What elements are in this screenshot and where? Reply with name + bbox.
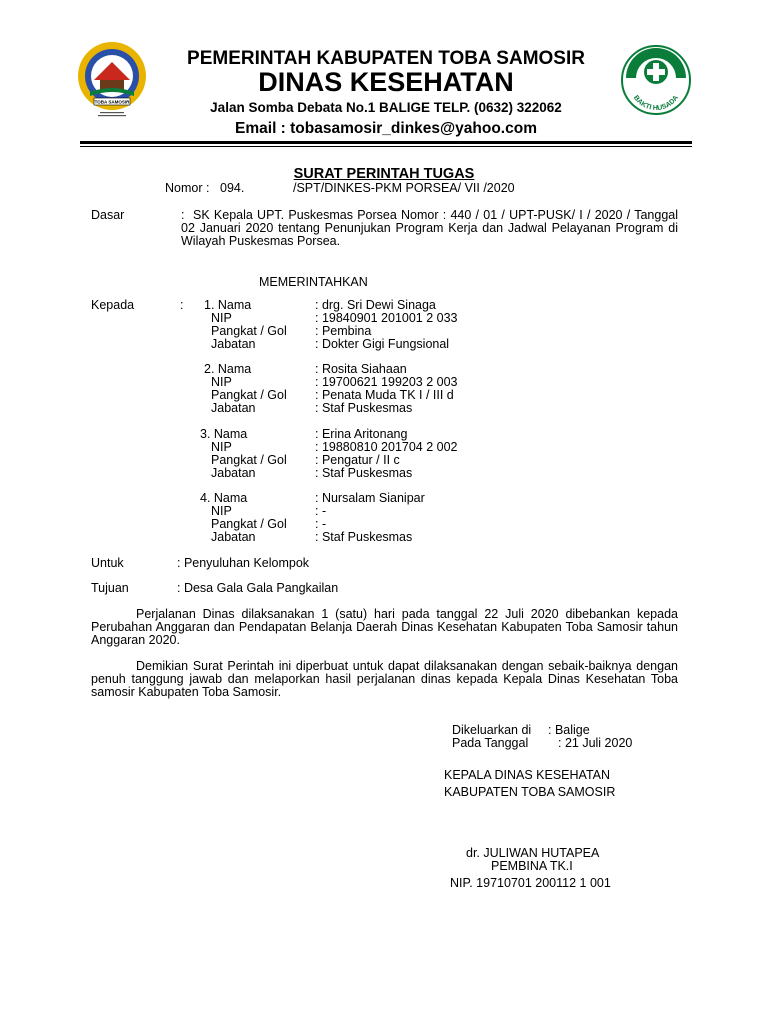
person-2-nip: : 19700621 199203 2 003 — [315, 375, 458, 389]
dasar-label: Dasar — [91, 208, 125, 222]
person-2-jabatan: : Staf Puskesmas — [315, 401, 413, 415]
nomor-suffix: /SPT/DINKES-PKM PORSEA/ VII /2020 — [293, 181, 515, 195]
person-4-jabatan: : Staf Puskesmas — [315, 530, 413, 544]
person-1-jabatan-label: Jabatan — [211, 337, 256, 351]
person-4-pangkat: : - — [315, 517, 327, 531]
tujuan-value: : Desa Gala Gala Pangkailan — [177, 581, 339, 595]
person-1-jabatan: : Dokter Gigi Fungsional — [315, 337, 450, 351]
issued-place: : Balige — [548, 723, 590, 737]
logo-arc-text: BAKTI HUSADA — [631, 94, 681, 113]
person-4-nip-label: NIP — [211, 504, 232, 518]
issued-date: : 21 Juli 2020 — [558, 736, 633, 750]
person-4-jabatan-label: Jabatan — [211, 530, 256, 544]
toba-samosir-logo — [76, 40, 148, 122]
bakti-husada-logo — [620, 44, 692, 116]
signatory-title-2: KABUPATEN TOBA SAMOSIR — [444, 785, 616, 799]
issued-place-label: Dikeluarkan di — [452, 723, 532, 737]
person-3-name: : Erina Aritonang — [315, 427, 408, 441]
header-agency: DINAS KESEHATAN — [258, 67, 514, 97]
person-1-pangkat: : Pembina — [315, 324, 372, 338]
signatory-rank: PEMBINA TK.I — [491, 859, 573, 873]
person-2-nip-label: NIP — [211, 375, 232, 389]
signatory-title-1: KEPALA DINAS KESEHATAN — [444, 768, 611, 782]
person-1-nip-label: NIP — [211, 311, 232, 325]
dasar-text: SK Kepala UPT. Puskesmas Porsea Nomor : 440 / 01 / UPT-PUSK/ I / 2020 / Tanggal 02 Januari 2020 tentang Penunjukan Program Kerja dan Jadwal Pelayanan Program di Wilayah Puskesmas Porsea. — [181, 208, 678, 248]
person-2-pangkat-label: Pangkat / Gol — [211, 388, 287, 402]
header-email: Email : tobasamosir_dinkes@yahoo.com — [235, 120, 537, 137]
issued-date-label: Pada Tanggal — [452, 736, 529, 750]
person-2-name: : Rosita Siahaan — [315, 362, 407, 376]
person-2-number: 2. Nama — [204, 362, 252, 376]
person-4-number: 4. Nama — [200, 491, 248, 505]
person-1-nip: : 19840901 201001 2 033 — [315, 311, 458, 325]
person-3-pangkat: : Pengatur / II c — [315, 453, 400, 467]
document-title: SURAT PERINTAH TUGAS — [293, 166, 475, 182]
header-rule-thin — [80, 146, 692, 147]
header-address: Jalan Somba Debata No.1 BALIGE TELP. (0632) 322062 — [210, 100, 562, 115]
header-rule-thick — [80, 141, 692, 144]
person-1-name: : drg. Sri Dewi Sinaga — [315, 298, 436, 312]
untuk-value: : Penyuluhan Kelompok — [177, 556, 310, 570]
kepada-label: Kepada — [91, 298, 135, 312]
person-4-name: : Nursalam Sianipar — [315, 491, 425, 505]
person-3-number: 3. Nama — [200, 427, 248, 441]
signatory-nip: NIP. 19710701 200112 1 001 — [450, 876, 611, 890]
memerintahkan-heading: MEMERINTAHKAN — [259, 275, 368, 289]
dasar-colon: : — [181, 208, 185, 222]
header-government: PEMERINTAH KABUPATEN TOBA SAMOSIR — [187, 48, 585, 69]
signatory-name: dr. JULIWAN HUTAPEA — [466, 846, 600, 860]
person-3-nip: : 19880810 201704 2 002 — [315, 440, 458, 454]
nomor-label: Nomor : — [165, 181, 210, 195]
paragraph-closing: Demikian Surat Perintah ini diperbuat untuk dapat dilaksanakan dengan sebaik-baiknya dengan penuh tanggung jawab dan melaporkan hasil perjalanan dinas kepada Kepala Dinas Kesehatan Toba samosir Kabupaten Toba Samosir. — [91, 659, 678, 699]
person-3-jabatan-label: Jabatan — [211, 466, 256, 480]
logo-banner-text: TOBA SAMOSIR — [94, 99, 130, 105]
nomor-number: 094. — [220, 181, 245, 195]
person-1-pangkat-label: Pangkat / Gol — [211, 324, 287, 338]
person-2-jabatan-label: Jabatan — [211, 401, 256, 415]
tujuan-label: Tujuan — [91, 581, 129, 595]
person-3-pangkat-label: Pangkat / Gol — [211, 453, 287, 467]
kepada-colon: : — [180, 298, 184, 312]
person-4-nip: : - — [315, 504, 327, 518]
person-1-number: 1. Nama — [204, 298, 252, 312]
person-2-pangkat: : Penata Muda TK I / III d — [315, 388, 454, 402]
person-4-pangkat-label: Pangkat / Gol — [211, 517, 287, 531]
untuk-label: Untuk — [91, 556, 124, 570]
person-3-nip-label: NIP — [211, 440, 232, 454]
paragraph-travel: Perjalanan Dinas dilaksanakan 1 (satu) hari pada tanggal 22 Juli 2020 dibebankan kepada Perubahan Anggaran dan Pendapatan Belanja Daerah Dinas Kesehatan Kabupaten Toba Samosir tahun Anggaran 2020. — [91, 607, 678, 647]
person-3-jabatan: : Staf Puskesmas — [315, 466, 413, 480]
